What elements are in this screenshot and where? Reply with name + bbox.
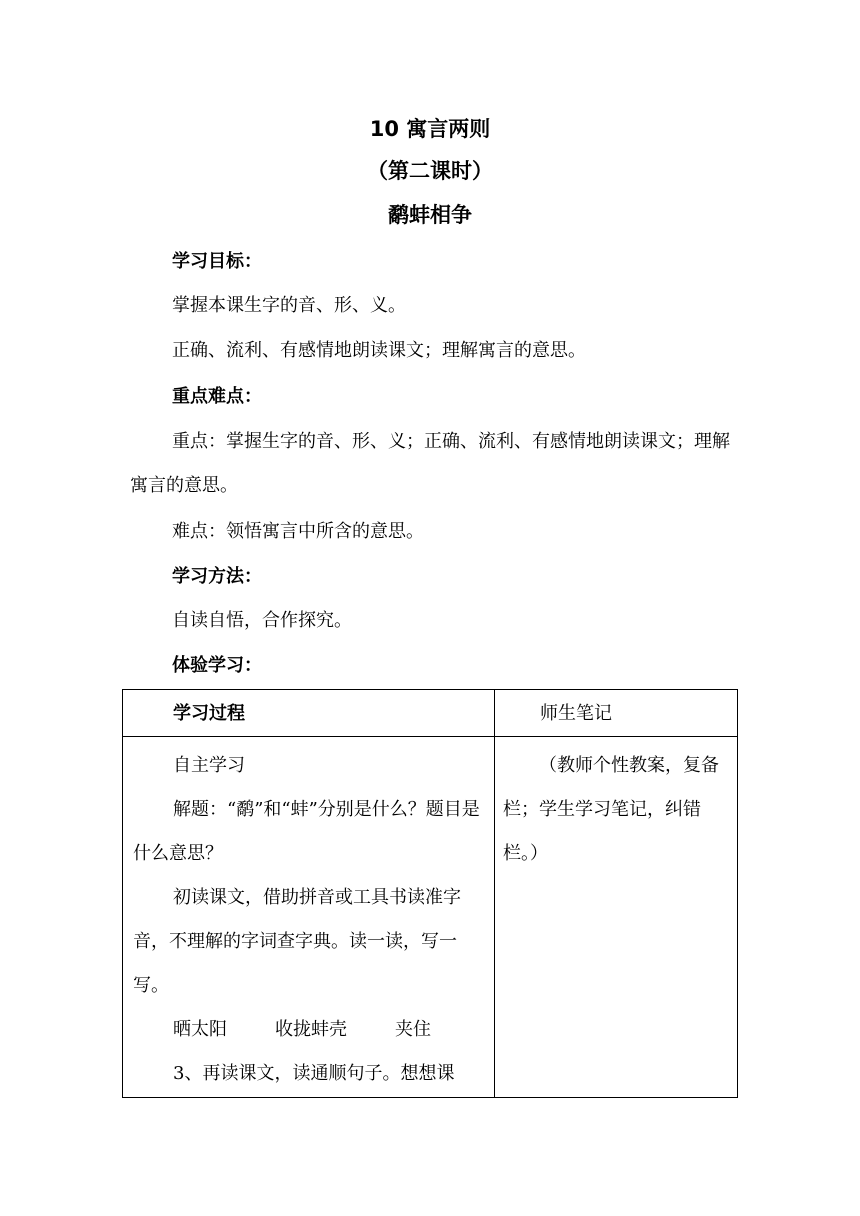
table-header-notes: 师生笔记 xyxy=(540,703,612,724)
keypoints-heading: 重点难点： xyxy=(172,386,262,407)
word-item: 晒太阳 xyxy=(173,1019,227,1040)
process-first-read: 初读课文，借助拼音或工具书读准字音，不理解的字词查字典。读一读，写一写。 xyxy=(133,887,461,996)
table-header-divider xyxy=(123,736,737,737)
process-reread: 3、再读课文，读通顺句子。想想课 xyxy=(173,1063,455,1084)
word-item: 收拢蚌壳 xyxy=(275,1019,347,1040)
lesson-period: （第二课时） xyxy=(367,159,493,183)
word-item: 夹住 xyxy=(395,1019,431,1040)
document-title: 10 寓言两则 xyxy=(369,117,491,141)
notes-text: （教师个性教案，复备栏；学生学习笔记，纠错栏。） xyxy=(503,755,719,864)
notes-cell xyxy=(503,744,735,876)
table-header-process: 学习过程 xyxy=(173,703,245,724)
experience-heading: 体验学习： xyxy=(172,655,262,676)
process-cell xyxy=(133,744,489,1096)
keypoints-focus: 重点：掌握生字的音、形、义；正确、流利、有感情地朗读课文；理解寓言的意思。 xyxy=(130,431,730,496)
learning-table xyxy=(122,689,738,1098)
method-heading: 学习方法： xyxy=(172,566,262,587)
keypoints-difficulty: 难点：领悟寓言中所含的意思。 xyxy=(172,521,424,542)
lesson-name: 鹬蚌相争 xyxy=(388,203,472,227)
table-column-divider xyxy=(494,690,495,1097)
method-text: 自读自悟，合作探究。 xyxy=(172,610,352,631)
process-word-list xyxy=(133,1008,489,1052)
objectives-heading: 学习目标： xyxy=(172,251,262,272)
objective-item: 掌握本课生字的音、形、义。 xyxy=(172,295,406,316)
process-section: 自主学习 xyxy=(173,755,245,776)
objective-item: 正确、流利、有感情地朗读课文；理解寓言的意思。 xyxy=(172,340,586,361)
process-question: 解题：“鹬”和“蚌”分别是什么？题目是什么意思？ xyxy=(133,799,480,864)
